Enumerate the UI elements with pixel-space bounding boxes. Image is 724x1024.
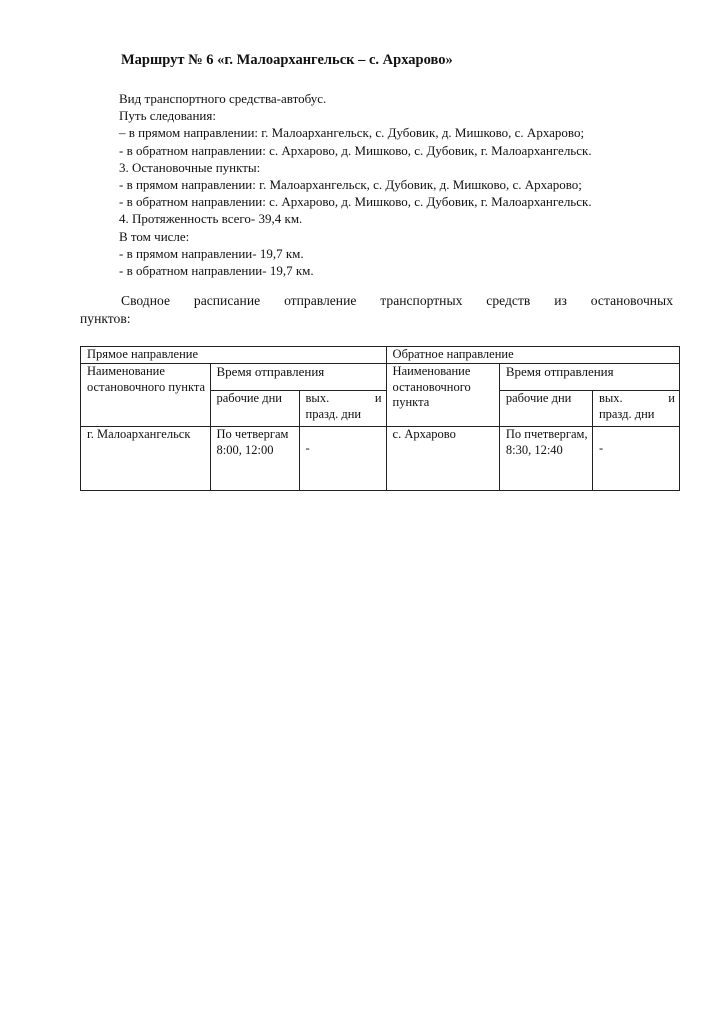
backward-departure-time-header: Время отправления [499, 364, 679, 391]
path-forward-line: – в прямом направлении: г. Малоархангельск, с. Дубовик, д. Мишково, с. Архарово; [119, 125, 585, 141]
backward-weekend-header-part2: и [668, 391, 675, 405]
forward-workdays-header: рабочие дни [210, 391, 299, 427]
schedule-table [80, 346, 680, 491]
forward-workdays-cell: По четвергам 8:00, 12:00 [210, 427, 299, 491]
forward-stop-cell: г. Малоархангельск [81, 427, 211, 491]
schedule-intro-line2: пунктов: [80, 310, 131, 326]
backward-stop-cell: с. Архарово [386, 427, 499, 491]
route-path-heading: Путь следования: [119, 108, 216, 124]
forward-weekend-header-part2: и [374, 391, 382, 405]
forward-departure-time-header: Время отправления [210, 364, 386, 391]
route-description [119, 90, 592, 279]
total-length-line: 4. Протяженность всего- 39,4 км. [119, 211, 303, 227]
backward-workdays-cell: По пчетвергам, 8:30, 12:40 [499, 427, 592, 491]
path-backward-line: - в обратном направлении: с. Архарово, д. Мишково, с. Дубовик, г. Малоархангельск. [119, 142, 592, 158]
route-title: Маршрут № 6 «г. Малоархангельск – с. Архарово» [121, 52, 453, 68]
backward-weekend-header-part3: празд. дни [598, 406, 655, 421]
schedule-intro-line1: Сводное расписание отправление транспортных средств из остановочных [121, 293, 673, 308]
vehicle-type-line: Вид транспортного средства-автобус. [119, 91, 327, 106]
direction-header-row [81, 347, 680, 364]
stops-forward-line: - в прямом направлении: г. Малоархангельск, с. Дубовик, д. Мишково, с. Архарово; [119, 177, 582, 193]
column-header-row [81, 364, 680, 391]
forward-direction-header: Прямое направление [81, 347, 387, 364]
forward-weekend-cell: - [299, 427, 386, 491]
backward-direction-header: Обратное направление [386, 347, 679, 364]
backward-stop-name-header: Наименование остановочного пункта [386, 364, 499, 427]
forward-weekend-header [299, 391, 386, 427]
stops-backward-line: - в обратном направлении: с. Архарово, д. Мишково, с. Дубовик, г. Малоархангельск. [119, 194, 592, 210]
length-forward-line: - в прямом направлении- 19,7 км. [119, 245, 304, 261]
backward-weekend-cell: - [592, 427, 679, 491]
stops-heading: 3. Остановочные пункты: [119, 159, 261, 175]
schedule-intro-paragraph [80, 292, 673, 327]
length-backward-line: - в обратном направлении- 19,7 км. [119, 263, 314, 279]
table-row [81, 427, 680, 491]
backward-weekend-header [592, 391, 679, 427]
backward-workdays-header: рабочие дни [499, 391, 592, 427]
forward-weekend-header-part3: празд. дни [305, 406, 362, 421]
forward-stop-name-header: Наименование остановочного пункта [81, 364, 211, 427]
forward-weekend-header-part1: вых. [305, 391, 330, 405]
backward-weekend-header-part1: вых. [598, 391, 623, 405]
including-heading: В том числе: [119, 228, 190, 244]
